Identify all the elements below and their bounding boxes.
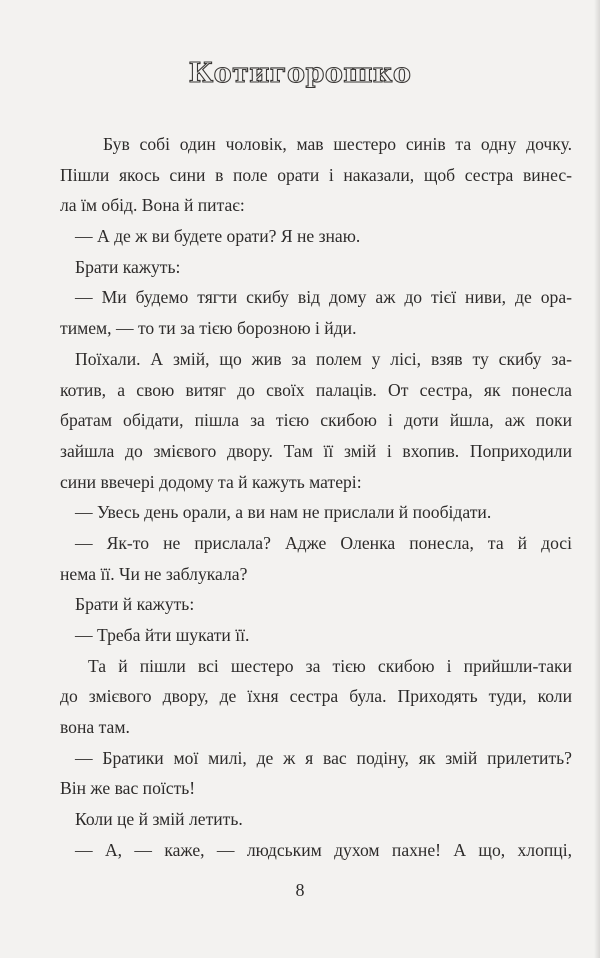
text-line: Він же вас поїсть! (60, 778, 196, 799)
text-line: нема її. Чи не заблукала? (60, 563, 248, 584)
text-line: тимем, — то ти за тією борозною і йди. (60, 318, 357, 339)
text-line: котив, а свою витяг до своїх палаців. От сестра, як понесла (60, 379, 572, 400)
story-title: Котигорошко (188, 58, 412, 89)
text-line: Брати кажуть: (75, 256, 181, 277)
text-line: Поїхали. А змій, що жив за полем у лісі, взяв ту скибу за- (75, 348, 572, 369)
text-line: ла їм обід. Вона й питає: (60, 195, 245, 216)
text-line: Пішли якось сини в поле орати і наказали, щоб сестра винес- (60, 164, 572, 185)
text-line: — Увесь день орали, а ви нам не прислали й пообідати. (75, 502, 492, 523)
text-line: — Треба йти шукати її. (75, 625, 250, 645)
text-line: — А де ж ви будете орати? Я не знаю. (75, 226, 361, 247)
page-edge-shadow (594, 0, 600, 958)
text-line: вона там. (60, 717, 130, 738)
text-line: зайшла до змієвого двору. Там її змій і вхопив. Поприходили (60, 440, 572, 461)
text-line: — А, — каже, — людським духом пахне! А що, хлопці, (75, 839, 572, 860)
text-line: Та й пішли всі шестеро за тією скибою і прийшли-таки (88, 655, 572, 676)
text-line: — Ми будемо тягти скибу від дому аж до тієї ниви, де ора- (75, 287, 572, 308)
text-line: — Братики мої милі, де ж я вас подіну, як змій прилетить? (75, 747, 572, 768)
text-line: Був собі один чоловік, мав шестеро синів та одну дочку. (103, 134, 572, 154)
text-line: Коли це й змій летить. (75, 809, 243, 830)
text-line: — Як-то не прислала? Адже Оленка понесла, та й досі (75, 532, 572, 553)
text-line: братам обідати, пішла за тією скибою і доти йшла, аж поки (60, 410, 572, 431)
text-line: сини ввечері додому та й кажуть матері: (60, 471, 362, 492)
text-line: Брати й кажуть: (75, 594, 195, 615)
page-number: 8 (295, 880, 305, 900)
story-body (60, 129, 572, 866)
text-line: до змієвого двору, де їхня сестра була. Приходять туди, коли (60, 686, 572, 707)
